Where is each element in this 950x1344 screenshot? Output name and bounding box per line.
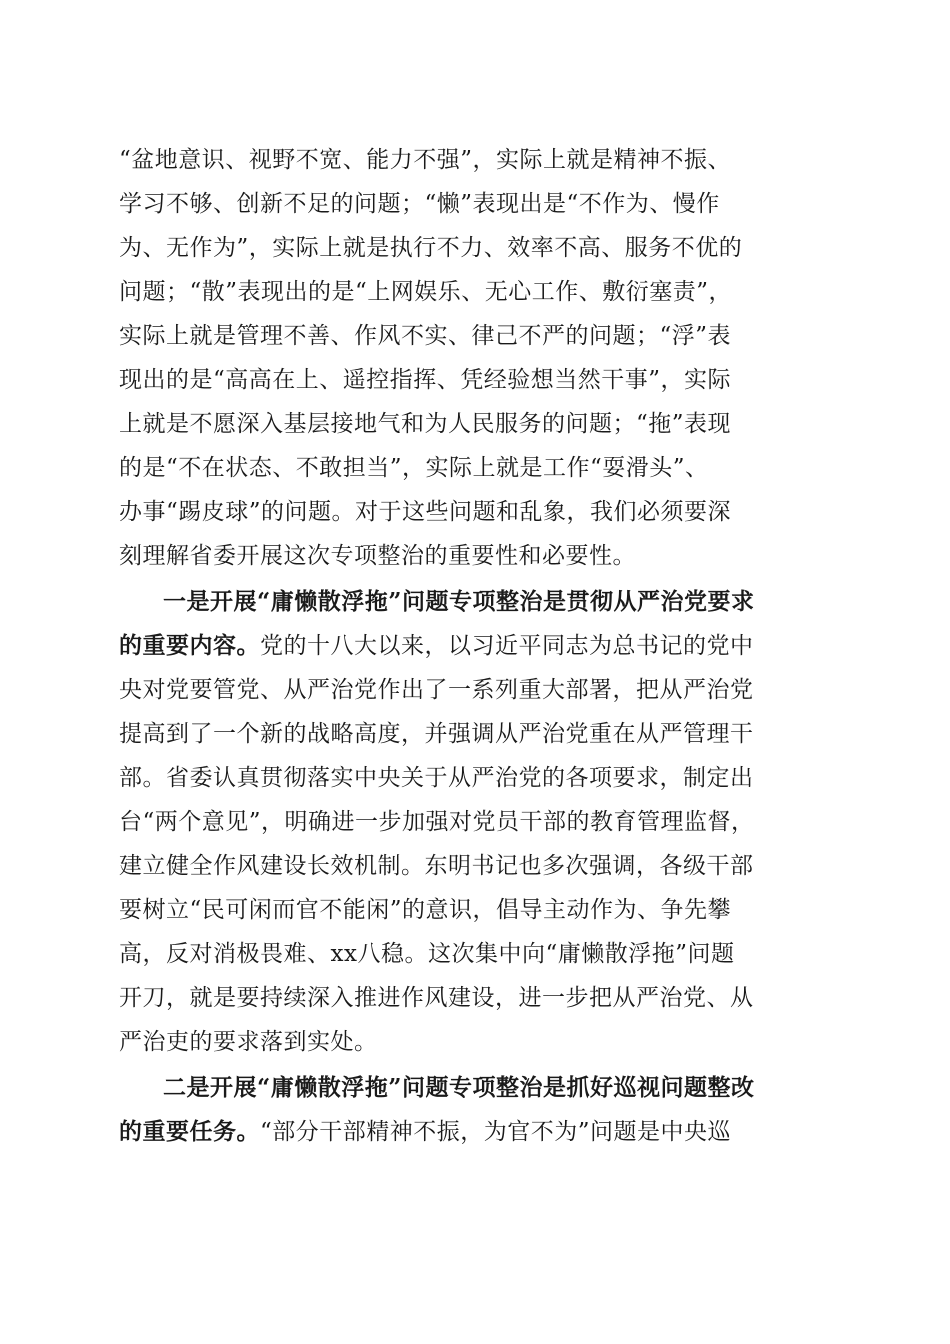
- paragraph-2-line-6: 台“两个意见”，明确进一步加强对党员干部的教育管理监督，: [119, 809, 755, 835]
- paragraph-3-line-2: [119, 1112, 839, 1152]
- paragraph-3-line-2-text: “部分干部精神不振，为官不为”问题是中央巡: [260, 1119, 732, 1145]
- paragraph-1-line-8: 的是“不在状态、不敢担当”，实际上就是工作“耍滑头”、: [119, 455, 709, 481]
- paragraph-2-line-7: 建立健全作风建设长效机制。东明书记也多次强调，各级干部: [119, 853, 754, 879]
- paragraph-1-line-3: 为、无作为”，实际上就是执行不力、效率不高、服务不优的: [119, 235, 743, 261]
- paragraph-1-line-6: 现出的是“高高在上、遥控指挥、凭经验想当然干事”，实际: [119, 367, 732, 393]
- paragraph-1-line-5: 实际上就是管理不善、作风不实、律己不严的问题；“浮”表: [119, 323, 732, 349]
- paragraph-1-line-7: 上就是不愿深入基层接地气和为人民服务的问题；“拖”表现: [119, 411, 732, 437]
- paragraph-1-line-4: 问题；“散”表现出的是“上网娱乐、无心工作、敷衍塞责”，: [119, 279, 733, 305]
- paragraph-2-line-2: [119, 626, 839, 666]
- paragraph-3-heading-line-2: 的重要任务。: [119, 1118, 260, 1145]
- paragraph-2-heading-line-1: 一是开展“庸懒散浮拖”问题专项整治是贯彻从严治党要求: [163, 588, 755, 615]
- paragraph-1-line-2: 学习不够、创新不足的问题；“懒”表现出是“不作为、慢作: [119, 191, 720, 217]
- paragraph-2-heading-line-2: 的重要内容。: [119, 632, 260, 659]
- paragraph-1-line-10: 刻理解省委开展这次专项整治的重要性和必要性。: [119, 543, 636, 569]
- paragraph-1-line-9: 办事“踢皮球”的问题。对于这些问题和乱象，我们必须要深: [119, 499, 732, 525]
- paragraph-2-line-8: 要树立“民可闲而官不能闲”的意识，倡导主动作为、争先攀: [119, 897, 732, 923]
- paragraph-3-heading-line-1: 二是开展“庸懒散浮拖”问题专项整治是抓好巡视问题整改: [163, 1074, 755, 1101]
- paragraph-2-line-5: 部。省委认真贯彻落实中央关于从严治党的各项要求，制定出: [119, 765, 754, 791]
- paragraph-1-line-1: “盆地意识、视野不宽、能力不强”，实际上就是精神不振、: [119, 147, 732, 173]
- paragraph-2-line-4: 提高到了一个新的战略高度，并强调从严治党重在从严管理干: [119, 721, 754, 747]
- paragraph-2-line-9: 高，反对消极畏难、xx八稳。这次集中向“庸懒散浮拖”问题: [119, 941, 735, 967]
- paragraph-2-line-10: 开刀，就是要持续深入推进作风建设，进一步把从严治党、从: [119, 985, 754, 1011]
- paragraph-2-line-2-text: 党的十八大以来，以习近平同志为总书记的党中: [260, 633, 754, 659]
- paragraph-2-line-3: 央对党要管党、从严治党作出了一系列重大部署，把从严治党: [119, 677, 754, 703]
- paragraph-2-line-11: 严治吏的要求落到实处。: [119, 1029, 378, 1055]
